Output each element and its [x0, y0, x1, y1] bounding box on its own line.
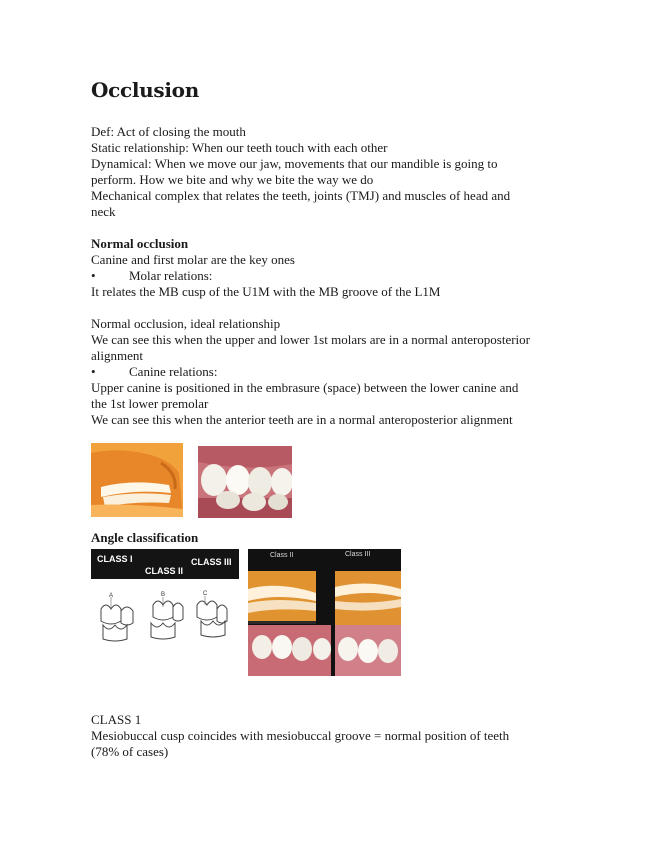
- class-ii-iii-photos: [248, 549, 401, 676]
- bullet-mark: •: [91, 268, 96, 283]
- angle-classification-section: [91, 530, 571, 546]
- bullet-canine-relations: [91, 364, 571, 380]
- diagram-letter-c: C: [203, 591, 208, 597]
- class1-line1: Mesiobuccal cusp coincides with mesiobuccal groove = normal position of teeth: [91, 728, 510, 743]
- page-title: Occlusion: [91, 78, 199, 102]
- ideal-line3b: the 1st lower premolar: [91, 396, 209, 411]
- mechanical-text-2: neck: [91, 204, 116, 219]
- diagram-label-class-i: CLASS I: [97, 554, 133, 564]
- intro-section: [91, 124, 571, 220]
- bullet-text: Canine relations:: [129, 364, 218, 379]
- diagram-letter-b: B: [161, 592, 166, 598]
- ideal-line4: We can see this when the anterior teeth are in a normal anteroposterior alignment: [91, 412, 513, 427]
- diagram-label-class-iii: CLASS III: [191, 557, 232, 567]
- ideal-line2b: alignment: [91, 348, 143, 363]
- ideal-line2a: We can see this when the upper and lower 1st molars are in a normal anteroposterior: [91, 332, 530, 347]
- normal-occlusion-line1: Canine and first molar are the key ones: [91, 252, 295, 267]
- bullet-mark: •: [91, 364, 96, 379]
- ideal-line1: Normal occlusion, ideal relationship: [91, 316, 281, 331]
- normal-occlusion-heading: Normal occlusion: [91, 236, 189, 251]
- photo-label-class-ii: Class II: [270, 552, 294, 559]
- teeth-closeup-photo: [198, 446, 292, 518]
- class1-heading: CLASS 1: [91, 712, 142, 727]
- mechanical-text-1: Mechanical complex that relates the teeth, joints (TMJ) and muscles of head and: [91, 188, 511, 203]
- ideal-line3a: Upper canine is positioned in the embrasure (space) between the lower canine and: [91, 380, 519, 395]
- dynamical-text-2: perform. How we bite and why we bite the way we do: [91, 172, 374, 187]
- class1-line2: (78% of cases): [91, 744, 169, 759]
- dental-model-photo: [91, 443, 183, 517]
- class1-section: [91, 712, 571, 760]
- angle-classification-heading: Angle classification: [91, 530, 199, 545]
- photo-label-class-iii: Class III: [345, 551, 371, 558]
- angle-class-diagram: [91, 549, 239, 677]
- bullet-molar-relations: [91, 268, 571, 284]
- diagram-label-class-ii: CLASS II: [145, 566, 184, 576]
- dynamical-text-1: Dynamical: When we move our jaw, movements that our mandible is going to: [91, 156, 498, 171]
- definition-text: Def: Act of closing the mouth: [91, 124, 246, 139]
- normal-occlusion-section: [91, 236, 571, 300]
- bullet-text: Molar relations:: [129, 268, 213, 283]
- ideal-relationship-section: [91, 316, 571, 428]
- normal-occlusion-line2: It relates the MB cusp of the U1M with the MB groove of the L1M: [91, 284, 441, 299]
- static-text: Static relationship: When our teeth touch with each other: [91, 140, 388, 155]
- diagram-letter-a: A: [109, 593, 114, 599]
